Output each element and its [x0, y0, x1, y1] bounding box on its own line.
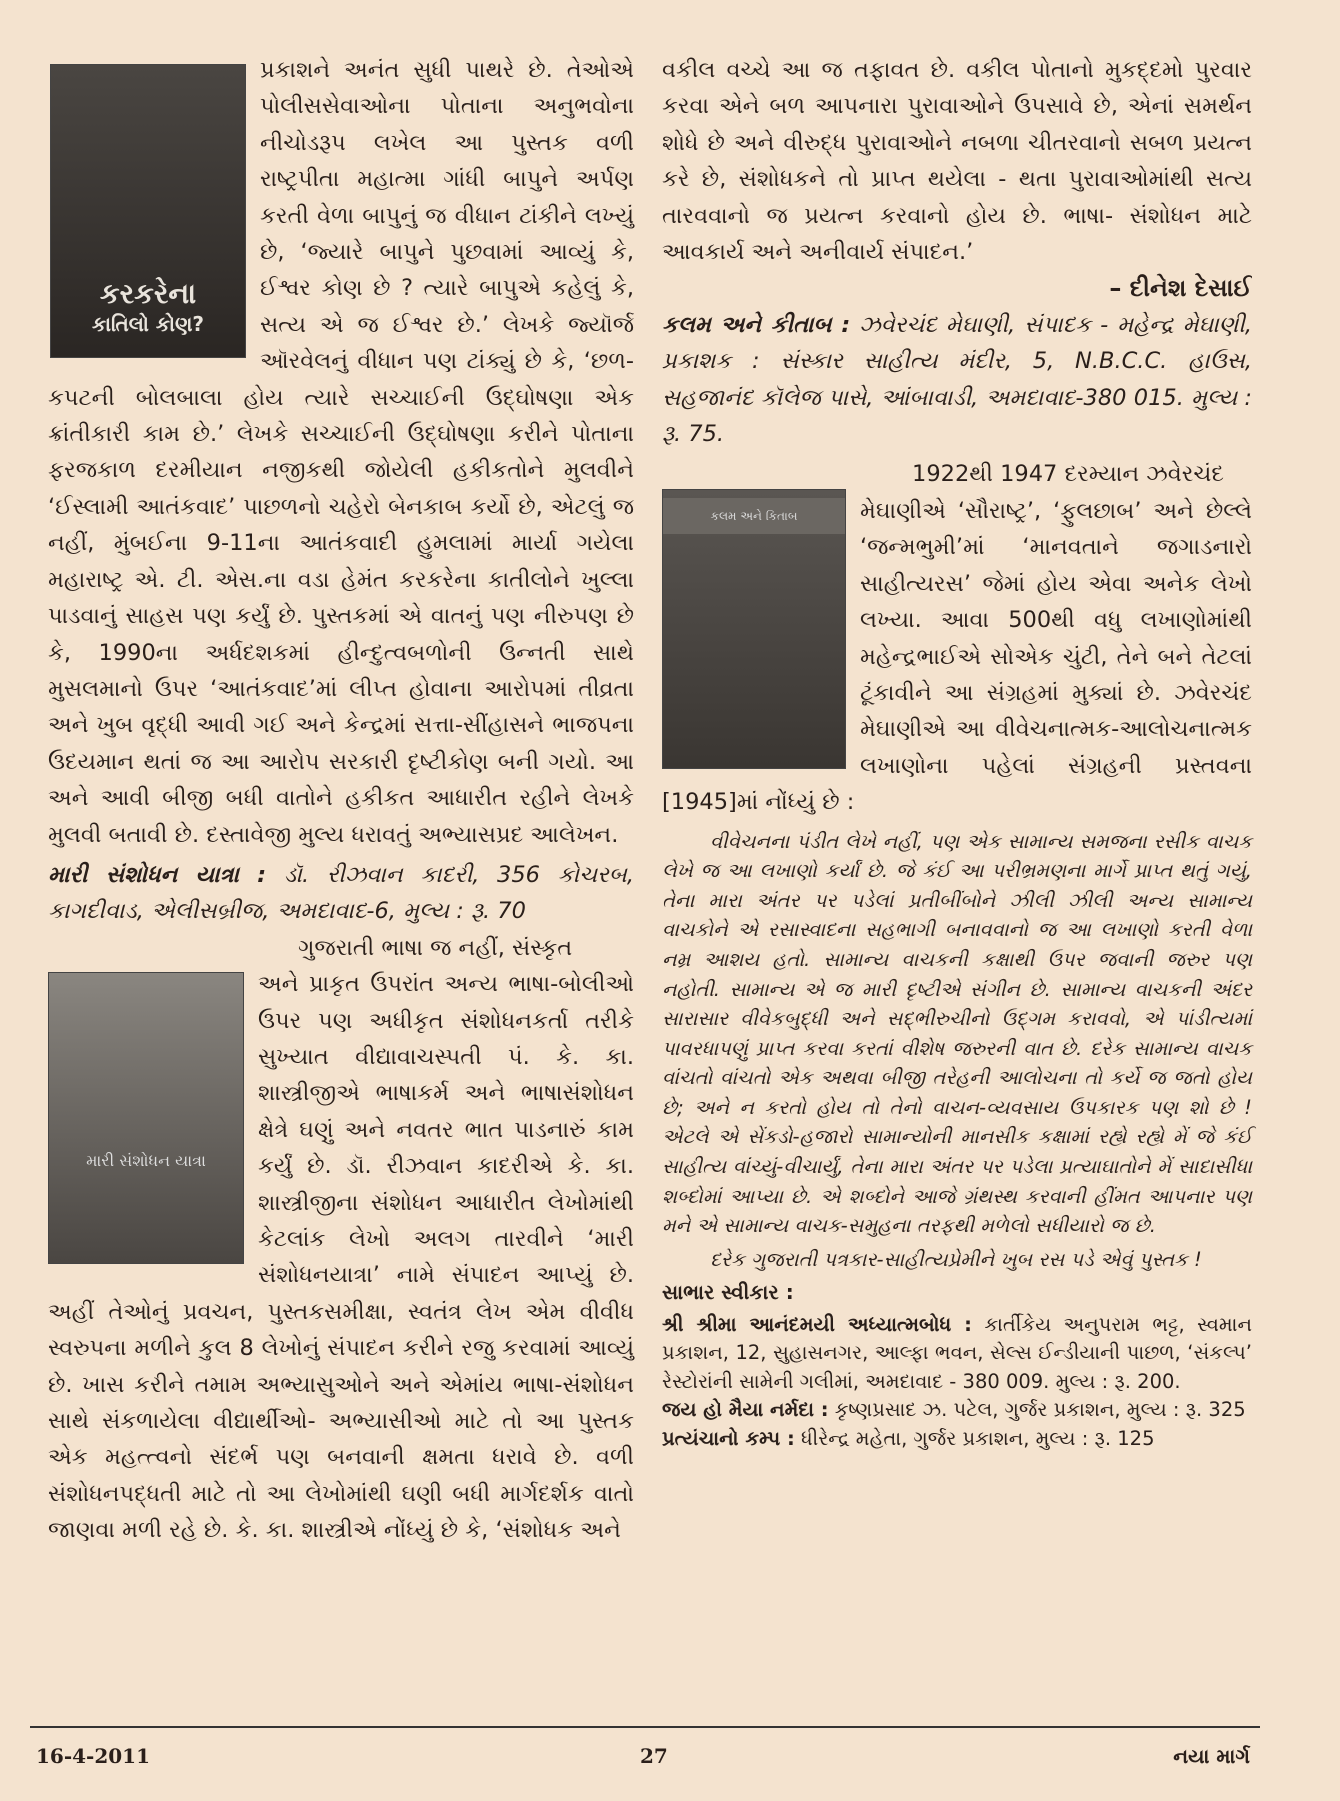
acknowledgement-heading: સાભાર સ્વીકાર : — [662, 1280, 794, 1305]
cover-title: મારી સંશોધન યાત્રા — [86, 1150, 206, 1170]
cover-title: કરકરેના — [99, 277, 197, 310]
book-cover-karkare — [50, 64, 246, 358]
right-column — [662, 52, 1252, 1453]
review-paragraph-2-first: ગુજરાતી ભાષા જ નહીં, સંસ્કૃત — [298, 934, 573, 961]
reviewer-signature: – દીનેશ દેસાઈ — [1109, 274, 1252, 303]
book-cover-kalam — [662, 489, 846, 769]
footer-divider — [30, 1726, 1260, 1728]
book-title: મારી સંશોધન યાત્રા : — [48, 861, 267, 888]
issue-date: 16-4-2011 — [36, 1744, 151, 1768]
review-paragraph-continued: વકીલ વચ્ચે આ જ તફાવત છે. વકીલ પોતાનો મુકદ્દમો પુરવાર કરવા એને બળ આપનારા પુરાવાઓને ઉપસાવે છે, એનાં સમર્થન શોધે છે અને વીરુદ્ધ પુરાવાઓને નબળા ચીતરવાનો સબળ પ્રયત્ન કરે છે, સંશોધકને તો પ્રાપ્ત થયેલા - થતા પુરાવાઓમાંથી સત્ય તારવવાનો જ પ્રયત્ન કરવાનો હોય છે. ભાષા- સંશોધન માટે આવકાર્ય અને અનીવાર્ય સંપાદન.’ — [662, 57, 1252, 266]
cover-title: કલમ અને કિતાબ — [663, 498, 845, 534]
ack-book-meta: કાર્તીકેય અનુપરામ ભટ્ટ, સ્વમાન પ્રકાશન, 12, સુહાસનગર, આલ્ફા ભવન, સેલ્સ ઈન્ડીયાની પાછળ, ‘સંકલ્પ’ રેસ્ટોરાંની સામેની ગલીમાં, અમદાવાદ - 380 009. મુલ્ય : રૂ. 200. — [662, 1312, 1252, 1393]
review-paragraph-3-first: 1922થી 1947 દરમ્યાન ઝવેરચંદ — [912, 461, 1224, 488]
ack-book-title: પ્રત્યંચાનો કમ્પ : — [662, 1426, 795, 1450]
ack-book-meta: કૃષ્ણપ્રસાદ ઝ. પટેલ, ગુર્જર પ્રકાશન, મુલ્ય : રૂ. 325 — [828, 1398, 1246, 1422]
acknowledgement-item — [662, 1396, 1252, 1425]
ack-book-title: શ્રી શ્રીમા આનંદમયી અધ્યાત્મબોધ : — [662, 1312, 972, 1336]
magazine-name: નયા માર્ગ — [1173, 1744, 1250, 1768]
book-entry-3 — [662, 307, 1252, 453]
cover-subtitle: કાતિલો કોણ? — [91, 312, 205, 336]
closing-remark: દરેક ગુજરાતી પત્રકાર-સાહીત્યપ્રેમીને ખુબ રસ પડે એવું પુસ્તક ! — [710, 1247, 1202, 1271]
review-paragraph-1: પ્રકાશને અનંત સુધી પાથરે છે. તેઓએ પોલીસસેવાઓના પોતાના અનુભવોના નીચોડરૂપ લખેલ આ પુસ્તક વળી રાષ્ટ્રપીતા મહાત્મા ગાંધી બાપુને અર્પણ કરતી વેળા બાપુનું જ વીધાન ટાંકીને લખ્યું છે, ‘જ્યારે બાપુને પુછવામાં આવ્યું કે, ઈશ્વર કોણ છે ? ત્યારે બાપુએ કહેલું કે, સત્ય એ જ ઈશ્વર છે.’ લેખકે જ્યૉર્જ ઑરવેલનું વીધાન પણ ટાંક્યું છે કે, ‘છળ-કપટની બોલબાલા હોય ત્યારે સચ્ચાઈની ઉદ્ઘોષણા એક ક્રાંતીકારી કામ છે.’ લેખકે સચ્ચાઈની ઉદ્ઘોષણા કરીને પોતાના ફરજકાળ દરમીયાન નજીકથી જોયેલી હકીકતોને મુલવીને ‘ઈસ્લામી આતંકવાદ’ પાછળનો ચહેરો બેનકાબ કર્યો છે, એટલું જ નહીં, મુંબઈના 9-11ના આતંકવાદી હુમલામાં માર્યા ગયેલા મહારાષ્ટ્ર એ. ટી. એસ.ના વડા હેમંત કરકરેના કાતીલોને ખુલ્લા પાડવાનું સાહસ પણ કર્યું છે. પુસ્તકમાં એ વાતનું પણ નીરુપણ છે કે, 1990ના અર્ધદશકમાં હીન્દુત્વબળોની ઉન્નતી સાથે મુસલમાનો ઉપર ‘આતંકવાદ’માં લીપ્ત હોવાના આરોપમાં તીવ્રતા અને ખુબ વૃદ્ધી આવી ગઈ અને કેન્દ્રમાં સત્તા-સીંહાસને ભાજપના ઉદયમાન થતાં જ આ આરોપ સરકારી દૃષ્ટીકોણ બની ગયો. આ અને આવી બીજી બધી વાતોને હકીકત આધારીત રહીને લેખકે મુલવી બતાવી છે. દસ્તાવેજી મુલ્ય ધરાવતું અભ્યાસપ્રદ આલેખન. — [48, 57, 634, 848]
acknowledgement-item — [662, 1425, 1252, 1454]
book-meta: ડૉ. રીઝવાન કાદરી, 356 કોચરબ, કાગદીવાડ, એલીસબ્રીજ, અમદાવાદ-6, મુલ્ય : રૂ. 70 — [48, 861, 634, 925]
book-meta: ઝવેરચંદ મેઘાણી, સંપાદક - મહેન્દ્ર મેઘાણી, પ્રકાશક : સંસ્કાર સાહીત્ય મંદીર, 5, N.B.C.C. હાઉસ, સહજાનંદ કૉલેજ પાસે, આંબાવાડી, અમદાવાદ-380 015. મુલ્ય : રૂ. 75. — [662, 311, 1252, 448]
ack-book-title: જય હો મૈયા નર્મદા : — [662, 1398, 829, 1422]
review-paragraph-3: મેઘાણીએ ‘સૌરાષ્ટ્ર’, ‘ફુલછાબ’ અને છેલ્લે ‘જન્મભુમી’માં ‘માનવતાને જગાડનારો સાહીત્યરસ’ જેમાં હોય એવા અનેક લેખો લખ્યા. આવા 500થી વધુ લખાણોમાંથી મહેન્દ્રભાઈએ સોએક ચુંટી, તેને બને તેટલાં ટૂંકાવીને આ સંગ્રહમાં મુક્યાં છે. ઝવેરચંદ મેઘાણીએ આ વીવેચનાત્મક-આલોચનાત્મક લખાણોના પહેલાં સંગ્રહની પ્રસ્તવના [1945]માં નોંધ્યું છે : — [662, 497, 1252, 816]
ack-book-meta: ધીરેન્દ્ર મહેતા, ગુર્જર પ્રકાશન, મુલ્ય : રૂ. 125 — [794, 1426, 1155, 1450]
quote-block: વીવેચનના પંડીત લેખે નહીં, પણ એક સામાન્ય સમજના રસીક વાચક લેખે જ આ લખાણો કર્યાં છે. જે કંઈ આ પરીભ્રમણના માર્ગે પ્રાપ્ત થતું ગયું, તેના મારા અંતર પર પડેલાં પ્રતીબીંબોને ઝીલી ઝીલી અન્ય સામાન્ય વાચકોને એ રસાસ્વાદના સહભાગી બનાવવાનો જ આ લખાણો કરતી વેળા નમ્ર આશય હતો. સામાન્ય વાચકની કક્ષાથી ઉપર જવાની જરુર પણ નહોતી. સામાન્ય એ જ મારી દૃષ્ટીએ સંગીન છે. સામાન્ય વાચકની અંદર સારાસાર વીવેકબુદ્ધી અને સદ્ભીરુચીનો ઉદ્ગમ કરાવવો, એ પાંડીત્યમાં પાવરધાપણું પ્રાપ્ત કરવા કરતાં વીશેષ જરુરની વાત છે. દરેક સામાન્ય વાચક વાંચતો વાંચતો એક અથવા બીજી તરેહની આલોચના તો કર્યે જ જતો હોય છે; અને ન કરતો હોય તો તેનો વાચન-વ્યવસાય ઉપકારક પણ શો છે ! એટલે એ સેંકડો-હજારો સામાન્યોની માનસીક કક્ષામાં રહ્યે રહ્યે મેં જે કંઈ સાહીત્ય વાંચ્યું-વીચાર્યું, તેના મારા અંતર પર પડેલા પ્રત્યાઘાતોને મેં સાદાસીધા શબ્દોમાં આપ્યા છે. એ શબ્દોને આજે ગ્રંથસ્થ કરવાની હીંમત આપનાર પણ મને એ સામાન્ય વાચક-સમુહના તરફથી મળેલો સધીયારો જ છે. — [662, 829, 1252, 1238]
left-column — [48, 52, 634, 1549]
book-title: કલમ અને કીતાબ : — [662, 311, 851, 338]
book-cover-sanshodhan — [48, 972, 244, 1264]
page-number: 27 — [640, 1744, 668, 1768]
book-entry-2 — [48, 857, 634, 930]
review-paragraph-2: અને પ્રાકૃત ઉપરાંત અન્ય ભાષા-બોલીઓ ઉપર પણ અધીકૃત સંશોધનકર્તા તરીકે સુખ્યાત વીદ્યાવાચસ્પતી પં. કે. કા. શાસ્ત્રીજીએ ભાષાકર્મ અને ભાષાસંશોધન ક્ષેત્રે ઘણું અને નવતર ભાત પાડનારું કામ કર્યું છે. ડૉ. રીઝવાન કાદરીએ કે. કા. શાસ્ત્રીજીના સંશોધન આધારીત લેખોમાંથી કેટલાંક લેખો અલગ તારવીને ‘મારી સંશોધનયાત્રા’ નામે સંપાદન આપ્યું છે. અહીં તેઓનું પ્રવચન, પુસ્તકસમીક્ષા, સ્વતંત્ર લેખ એમ વીવીધ સ્વરુપના મળીને કુલ 8 લેખોનું સંપાદન કરીને રજુ કરવામાં આવ્યું છે. ખાસ કરીને તમામ અભ્યાસુઓને અને એમાંય ભાષા-સંશોધન સાથે સંકળાયેલા વીદ્યાર્થીઓ- અભ્યાસીઓ માટે તો આ પુસ્તક એક મહત્ત્વનો સંદર્ભ પણ બનવાની ક્ષમતા ધરાવે છે. વળી સંશોધનપદ્ધતી માટે તો આ લેખોમાંથી ઘણી બધી માર્ગદર્શક વાતો જાણવા મળી રહે છે. કે. કા. શાસ્ત્રીએ નોંધ્યું છે કે, ‘સંશોધક અને — [48, 971, 634, 1544]
acknowledgement-item — [662, 1311, 1252, 1397]
